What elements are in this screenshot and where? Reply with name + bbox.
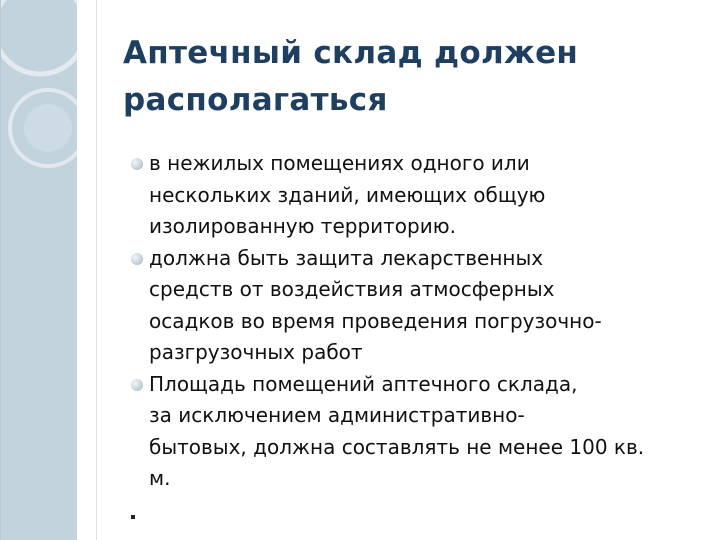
bullet-line: осадков во время проведения погрузочно- <box>149 308 602 333</box>
title-line-1: Аптечный склад должен <box>123 35 579 71</box>
bullet-line: бытовых, должна составлять не менее 100 кв. <box>149 434 645 459</box>
circle-bullet-icon <box>131 379 143 391</box>
trailing-mark <box>131 515 135 519</box>
circle-bullet-icon <box>131 158 143 170</box>
bullet-item-area <box>133 369 713 495</box>
vertical-divider <box>96 0 97 540</box>
bullet-item-protection <box>133 243 713 369</box>
bullet-line: должна быть защита лекарственных <box>149 245 544 270</box>
bullet-line: средств от воздействия атмосферных <box>149 277 555 301</box>
title-line-2: располагаться <box>123 82 388 118</box>
slide-title <box>123 30 683 124</box>
bullet-line: м. <box>149 466 171 490</box>
bullet-line: за исключением административно- <box>149 403 525 427</box>
bullet-line: нескольких зданий, имеющих общую <box>149 182 546 207</box>
bullet-line: Площадь помещений аптечного склада, <box>149 371 578 396</box>
bullet-line: в нежилых помещениях одного или <box>149 151 530 175</box>
bullet-line: изолированную территорию. <box>149 214 456 238</box>
sidebar-edge <box>0 0 1 540</box>
bullet-item-location <box>133 148 713 243</box>
decorative-sidebar <box>0 0 77 540</box>
bullet-line: разгрузочных работ <box>149 340 363 364</box>
circle-bullet-icon <box>131 253 143 265</box>
ring-circles-icon <box>0 0 77 540</box>
bullet-list <box>133 148 713 495</box>
